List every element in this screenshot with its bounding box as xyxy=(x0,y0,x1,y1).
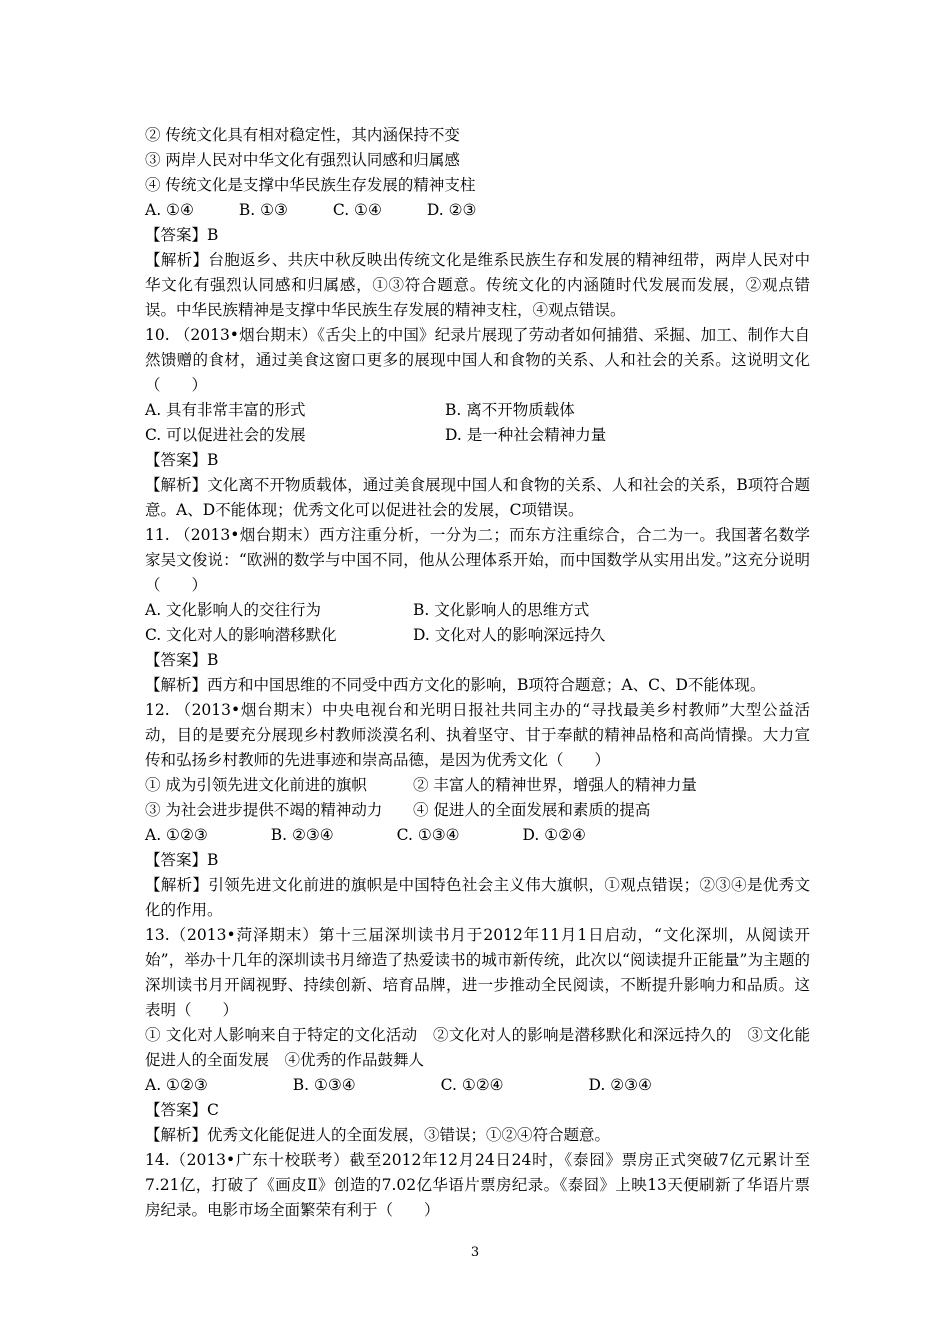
q10-options-row-1 xyxy=(145,398,810,423)
q12-option-d: D. ①②④ xyxy=(522,826,586,844)
q11-answer: 【答案】B xyxy=(145,651,219,669)
q10-explanation: 【解析】文化离不开物质载体，通过美食展现中国人和食物的关系、人和社会的关系，B项符合题意。A、D不能体现；优秀文化可以促进社会的发展，C项错误。 xyxy=(145,476,810,519)
q12-option-a: A. ①②③ xyxy=(145,826,208,844)
q13-explanation: 【解析】优秀文化能促进人的全面发展，③错误；①②④符合题意。 xyxy=(145,1126,611,1144)
q12-explanation: 【解析】引领先进文化前进的旗帜是中国特色社会主义伟大旗帜，①观点错误；②③④是优秀文化的作用。 xyxy=(145,876,810,919)
question-12: 12. （2013•烟台期末）中央电视台和光明日报社共同主办的“寻找最美乡村教师”大型公益活动，目的是要充分展现乡村教师淡漠名利、执着坚守、甘于奉献的精神品格和高尚情操。大力宣传和弘扬乡村教师的先进事迹和崇高品德，是因为优秀文化（ ） xyxy=(145,701,810,769)
q11-option-c: C. 文化对人的影响潜移默化 xyxy=(145,626,337,644)
q11-option-d: D. 文化对人的影响深远持久 xyxy=(413,626,606,644)
q13-option-a: A. ①②③ xyxy=(145,1076,208,1094)
q9-option-c: C. ①④ xyxy=(332,201,382,219)
q12-option-b: B. ②③④ xyxy=(270,826,334,844)
page-content xyxy=(145,123,810,1223)
q13-option-d: D. ②③④ xyxy=(588,1076,652,1094)
q9-option-b: B. ①③ xyxy=(238,201,288,219)
q9-options xyxy=(145,198,810,223)
q10-options-row-2 xyxy=(145,423,810,448)
q12-item-3: ③ 为社会进步提供不竭的精神动力 xyxy=(145,801,383,819)
q11-explanation: 【解析】西方和中国思维的不同受中西方文化的影响，B项符合题意；A、C、D不能体现。 xyxy=(145,676,766,694)
q12-item-1: ① 成为引领先进文化前进的旗帜 xyxy=(145,776,367,794)
q9-option-d: D. ②③ xyxy=(426,201,477,219)
q10-option-d: D. 是一种社会精神力量 xyxy=(445,426,607,444)
q12-item-2: ② 丰富人的精神世界，增强人的精神力量 xyxy=(413,776,697,794)
q12-items-row-2 xyxy=(145,798,810,823)
q12-options xyxy=(145,823,810,848)
q13-options xyxy=(145,1073,810,1098)
page-number: 3 xyxy=(470,1245,480,1260)
q11-options-row-1 xyxy=(145,598,810,623)
q10-option-c: C. 可以促进社会的发展 xyxy=(145,426,306,444)
question-13: 13.（2013•菏泽期末）第十三届深圳读书月于2012年11月1日启动，“文化深圳，从阅读开始”，举办十几年的深圳读书月缔造了热爱读书的城市新传统，此次以“阅读提升正能量”为主题的深圳读书月开阔视野、持续创新、培育品牌，进一步推动全民阅读，不断提升影响力和品质。这表明（ ） xyxy=(145,926,810,1019)
q9-explanation: 【解析】台胞返乡、共庆中秋反映出传统文化是维系民族生存和发展的精神纽带，两岸人民对中华文化有强烈认同感和归属感，①③符合题意。传统文化的内涵随时代发展而发展，②观点错误。中华民族精神是支撑中华民族生存发展的精神支柱，④观点错误。 xyxy=(145,251,810,319)
question-10: 10. （2013•烟台期末）《舌尖上的中国》纪录片展现了劳动者如何捕猎、采掘、加工、制作大自然馈赠的食材，通过美食这窗口更多的展现中国人和食物的关系、人和社会的关系。这说明文化（ ） xyxy=(145,326,810,394)
q13-option-c: C. ①②④ xyxy=(440,1076,504,1094)
q9-item-3: ③ 两岸人民对中华文化有强烈认同感和归属感 xyxy=(145,151,460,169)
q9-answer: 【答案】B xyxy=(145,226,219,244)
q9-option-a: A. ①④ xyxy=(145,201,194,219)
q9-item-4: ④ 传统文化是支撑中华民族生存发展的精神支柱 xyxy=(145,176,476,194)
q12-answer: 【答案】B xyxy=(145,851,219,869)
q11-option-b: B. 文化影响人的思维方式 xyxy=(413,601,590,619)
q9-item-2: ② 传统文化具有相对稳定性，其内涵保持不变 xyxy=(145,126,460,144)
q12-option-c: C. ①③④ xyxy=(396,826,460,844)
q13-option-b: B. ①③④ xyxy=(292,1076,356,1094)
question-14: 14.（2013•广东十校联考）截至2012年12月24日24时，《泰囧》票房正式突破7亿元累计至7.21亿，打破了《画皮Ⅱ》创造的7.02亿华语片票房纪录。《泰囧》上映13天便刷新了华语片票房纪录。电影市场全面繁荣有利于（ ） xyxy=(145,1151,810,1219)
q13-answer: 【答案】C xyxy=(145,1101,219,1119)
question-11: 11. （2013•烟台期末）西方注重分析，一分为二；而东方注重综合，合二为一。我国著名数学家吴文俊说：“欧洲的数学与中国不同，他从公理体系开始，而中国数学从实用出发。”这充分说明（ ） xyxy=(145,526,810,594)
q10-option-a: A. 具有非常丰富的形式 xyxy=(145,401,306,419)
q11-option-a: A. 文化影响人的交往行为 xyxy=(145,601,322,619)
q12-item-4: ④ 促进人的全面发展和素质的提高 xyxy=(413,801,651,819)
q12-items-row-1 xyxy=(145,773,810,798)
q10-option-b: B. 离不开物质载体 xyxy=(445,401,575,419)
q10-answer: 【答案】B xyxy=(145,451,219,469)
q11-options-row-2 xyxy=(145,623,810,648)
q13-items: ① 文化对人影响来自于特定的文化活动 ②文化对人的影响是潜移默化和深远持久的 ③文化能促进人的全面发展 ④优秀的作品鼓舞人 xyxy=(145,1026,810,1069)
